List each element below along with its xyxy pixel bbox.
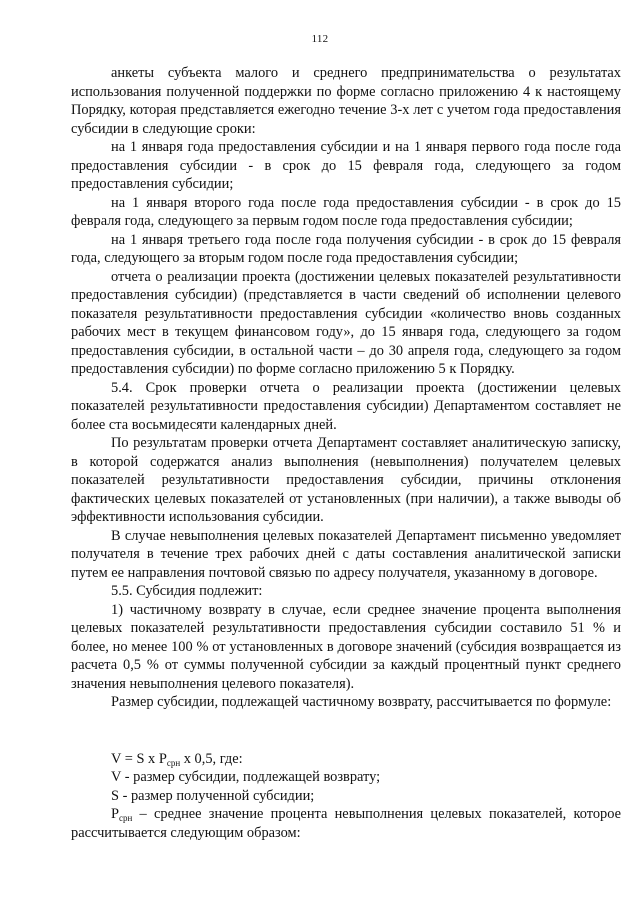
paragraph-1: анкеты субъекта малого и среднего предпринимательства о результатах использования полученной поддержки по форме согласно приложению 4 к настоящему Порядку, которая представляется ежегодно течение 3-х лет с учетом года предоставления субсидии в следующие сроки: (71, 65, 621, 137)
paragraph-6: 5.4. Срок проверки отчета о реализации проекта (достижении целевых показателей результативности предоставления субсидии) Департаментом составляет не более ста восьмидесяти календарных дней. (71, 379, 621, 433)
formula-suffix: x 0,5, где: (180, 750, 243, 767)
paragraph-2: на 1 января года предоставления субсидии и на 1 января первого года после года предоставления субсидии - в срок до 15 февраля года, следующего за годом предоставления субсидии; (71, 139, 621, 192)
formula-subscript: срн (166, 757, 181, 768)
paragraph-3: на 1 января второго года после года предоставления субсидии - в срок до 15 февраля года, следующего за первым годом после года предоставления субсидии; (71, 194, 621, 229)
definition-s: S - размер полученной субсидии; (111, 787, 315, 804)
paragraph-8: В случае невыполнения целевых показателей Департамент письменно уведомляет получателя в течение трех рабочих дней с даты составления аналитической записки путем ее направления почтовой связью по адресу получателя, указанному в договоре. (71, 527, 621, 581)
definition-v: V - размер субсидии, подлежащей возврату; (111, 769, 381, 785)
paragraph-9: 5.5. Субсидия подлежит: (111, 583, 263, 599)
definition-p-text: – среднее значение процента невыполнения целевых показателей, которое рассчитывается следующим образом: (71, 806, 621, 841)
paragraph-10: 1) частичному возврату в случае, если среднее значение процента выполнения целевых показателей результативности предоставления субсидии составило 51 % и более, но менее 100 % от установленных в договоре значений (субсидия возвращается из расчета 0,5 % от суммы полученной субсидии за каждый процентный пункт среднего значения невыполнения целевого показателя). (71, 601, 621, 692)
page-number: 112 (311, 33, 329, 45)
formula-line (71, 750, 621, 769)
paragraph-7: По результатам проверки отчета Департамент составляет аналитическую записку, в которой содержатся анализ выполнения (невыполнения) получателем целевых показателей результативности предоставления субсидии, причины отклонения фактических целевых показателей от установленных (при наличии), а также выводы об эффективности использования субсидии. (71, 435, 621, 525)
definition-p-symbol: P (111, 806, 120, 822)
formula-prefix: V = S x P (111, 750, 167, 767)
definition-p (71, 805, 621, 842)
paragraph-4: на 1 января третьего года после года получения субсидии - в срок до 15 февраля года, следующего за вторым годом после года предоставления субсидии; (71, 231, 621, 266)
paragraph-5: отчета о реализации проекта (достижении целевых показателей результативности предоставления субсидии) (представляется в части сведений об исполнении целевого показателя результативности предоставления субсидии «количество вновь созданных рабочих мест в текущем финансовом году», до 15 января года, следующего за годом предоставления субсидии, в остальной части – до 30 апреля года, следующего за годом предоставления субсидии) по форме согласно приложению 5 к Порядку. (71, 268, 621, 377)
document-body (71, 64, 621, 842)
definition-p-subscript: срн (119, 813, 133, 823)
paragraph-11: Размер субсидии, подлежащей частичному возврату, рассчитывается по формуле: (111, 694, 612, 710)
